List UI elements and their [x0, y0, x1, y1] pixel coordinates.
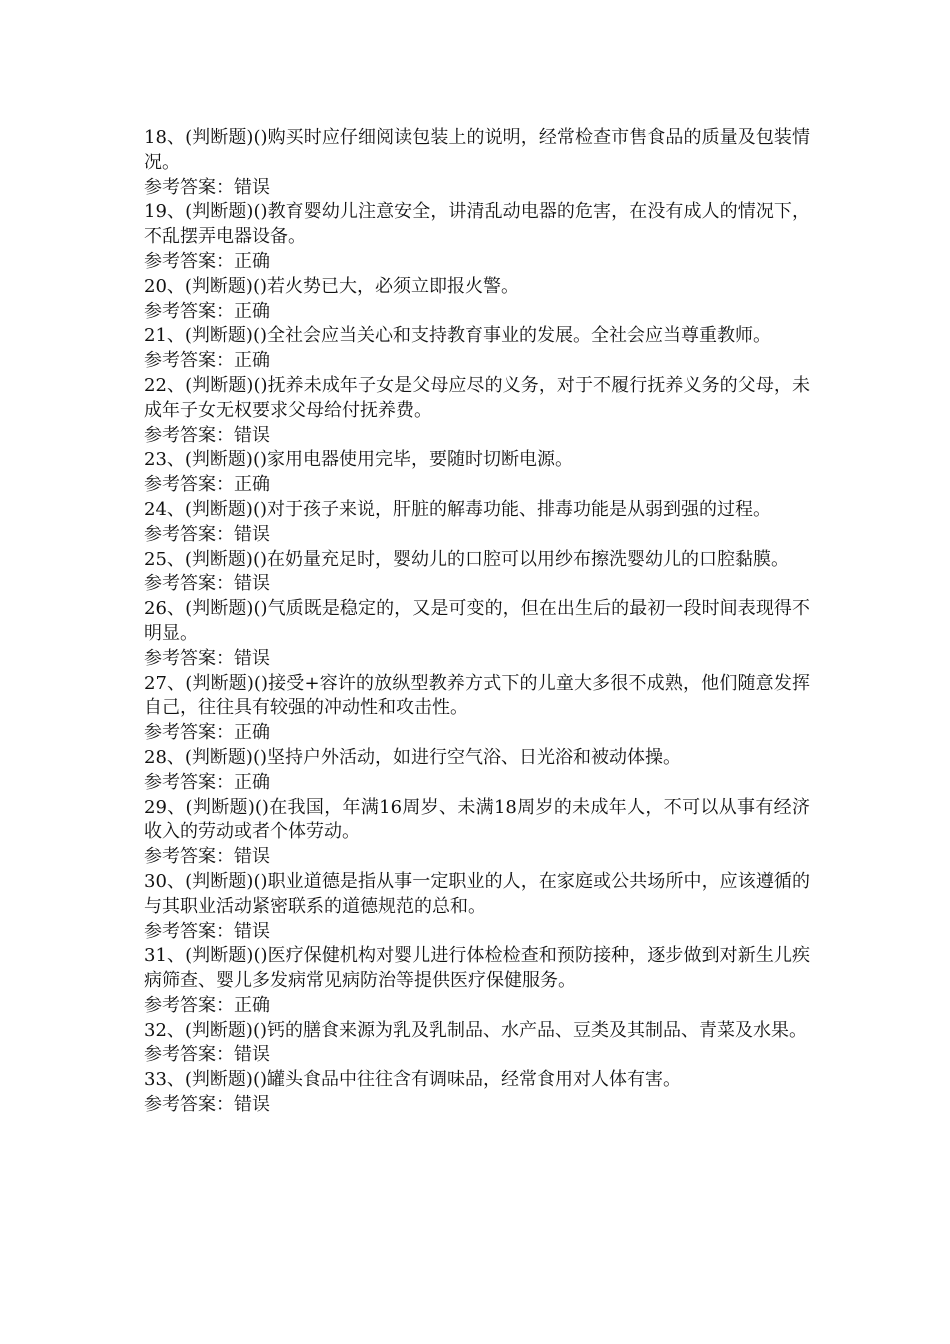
- answer-text: 参考答案：正确: [144, 350, 270, 372]
- answer-text: 参考答案：错误: [144, 176, 270, 198]
- question-text: 29、(判断题)()在我国，年满16周岁、未满18周岁的未成年人，不可以从事有经济收入的劳动或者个体劳动。: [144, 796, 810, 843]
- question-text: 28、(判断题)()坚持户外活动，如进行空气浴、日光浴和被动体操。: [144, 746, 681, 768]
- question-text: 30、(判断题)()职业道德是指从事一定职业的人，在家庭或公共场所中，应该遵循的与其职业活动紧密联系的道德规范的总和。: [144, 870, 810, 917]
- answer-text: 参考答案：错误: [144, 424, 270, 446]
- question-text: 22、(判断题)()抚养未成年子女是父母应尽的义务，对于不履行抚养义务的父母，未成年子女无权要求父母给付抚养费。: [144, 374, 810, 421]
- answer-text: 参考答案：正确: [144, 300, 270, 322]
- answer-text: 参考答案：正确: [144, 771, 270, 793]
- question-text: 20、(判断题)()若火势已大，必须立即报火警。: [144, 275, 519, 297]
- question-text: 25、(判断题)()在奶量充足时，婴幼儿的口腔可以用纱布擦洗婴幼儿的口腔黏膜。: [144, 548, 789, 570]
- answer-text: 参考答案：错误: [144, 523, 270, 545]
- question-text: 19、(判断题)()教育婴幼儿注意安全，讲清乱动电器的危害，在没有成人的情况下，不乱摆弄电器设备。: [144, 201, 810, 248]
- question-text: 24、(判断题)()对于孩子来说，肝脏的解毒功能、排毒功能是从弱到强的过程。: [144, 498, 771, 520]
- question-text: 31、(判断题)()医疗保健机构对婴儿进行体检检查和预防接种，逐步做到对新生儿疾病筛查、婴儿多发病常见病防治等提供医疗保健服务。: [144, 945, 810, 992]
- question-text: 27、(判断题)()接受+容许的放纵型教养方式下的儿童大多很不成熟，他们随意发挥自己，往往具有较强的冲动性和攻击性。: [144, 672, 810, 719]
- question-text: 21、(判断题)()全社会应当关心和支持教育事业的发展。全社会应当尊重教师。: [144, 325, 771, 347]
- question-text: 23、(判断题)()家用电器使用完毕，要随时切断电源。: [144, 449, 573, 471]
- answer-text: 参考答案：正确: [144, 250, 270, 272]
- answer-text: 参考答案：错误: [144, 920, 270, 942]
- answer-text: 参考答案：正确: [144, 722, 270, 744]
- question-list: [144, 126, 810, 1118]
- answer-text: 参考答案：错误: [144, 647, 270, 669]
- question-text: 26、(判断题)()气质既是稳定的，又是可变的，但在出生后的最初一段时间表现得不明显。: [144, 598, 810, 644]
- answer-text: 参考答案：错误: [144, 846, 270, 868]
- question-text: 18、(判断题)()购买时应仔细阅读包装上的说明，经常检查市售食品的质量及包装情况。: [144, 127, 810, 173]
- question-text: 32、(判断题)()钙的膳食来源为乳及乳制品、水产品、豆类及其制品、青菜及水果。: [144, 1019, 807, 1041]
- answer-text: 参考答案：错误: [144, 1094, 270, 1116]
- answer-text: 参考答案：正确: [144, 474, 270, 496]
- answer-text: 参考答案：错误: [144, 573, 270, 595]
- answer-text: 参考答案：错误: [144, 1044, 270, 1066]
- answer-text: 参考答案：正确: [144, 994, 270, 1016]
- question-text: 33、(判断题)()罐头食品中往往含有调味品，经常食用对人体有害。: [144, 1069, 681, 1091]
